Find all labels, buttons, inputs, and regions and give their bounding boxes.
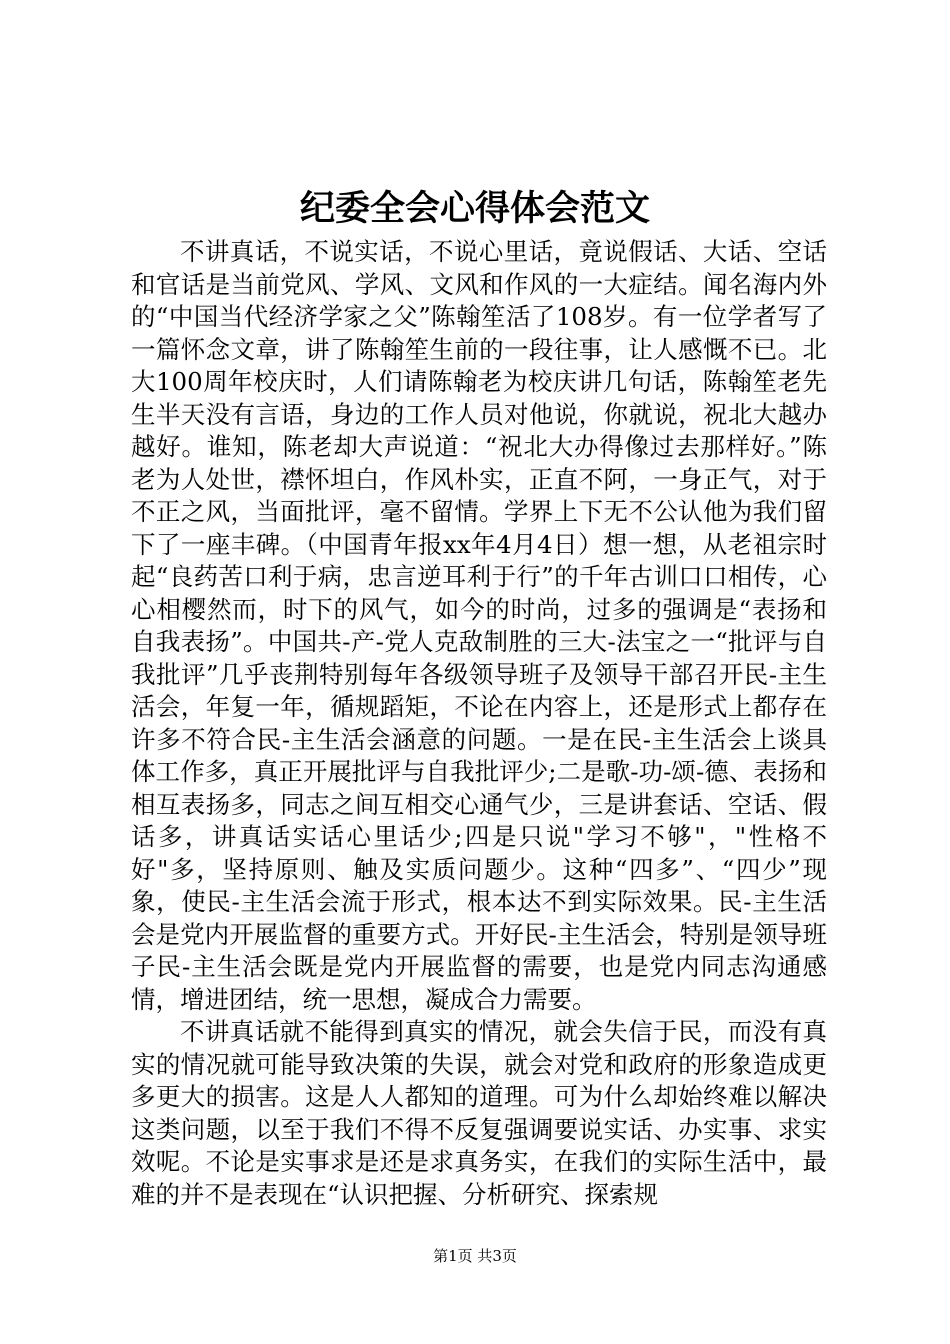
body-paragraph-2: 不讲真话就不能得到真实的情况，就会失信于民，而没有真实的情况就可能导致决策的失误，就会对党和政府的形象造成更多更大的损害。这是人人都知的道理。可为什么却始终难以解决这类问题，以至于我们不得不反复强调要说实话、办实事、求实效呢。不论是实事求是还是求真务实，在我们的实际生活中，最难的并不是表现在“认识把握、分析研究、探索规 [131,1017,827,1209]
document-body [131,236,827,1211]
page-title: 纪委全会心得体会范文 [299,188,650,229]
page-number-footer: 第1页 共3页 [433,1247,517,1265]
body-paragraph-1: 不讲真话，不说实话，不说心里话，竟说假话、大话、空话和官话是当前党风、学风、文风和作风的一大症结。闻名海内外的“中国当代经济学家之父”陈翰笙活了108岁。有一位学者写了一篇怀念文章，讲了陈翰笙生前的一段往事，让人感慨不已。北大100周年校庆时，人们请陈翰老为校庆讲几句话，陈翰笙老先生半天没有言语，身边的工作人员对他说，你就说，祝北大越办越好。谁知，陈老却大声说道：“祝北大办得像过去那样好。”陈老为人处世，襟怀坦白，作风朴实，正直不阿，一身正气，对于不正之风，当面批评，毫不留情。学界上下无不公认他为我们留下了一座丰碑。（中国青年报xx年4月4日）想一想，从老祖宗时起“良药苦口利于病，忠言逆耳利于行”的千年古训口口相传，心心相樱然而，时下的风气，如今的时尚，过多的强调是“表扬和自我表扬”。中国共-产-党人克敌制胜的三大-法宝之一“批评与自我批评”几乎丧荆特别每年各级领导班子及领导干部召开民-主生活会，年复一年，循规蹈矩，不论在内容上，还是形式上都存在许多不符合民-主生活会涵意的问题。一是在民-主生活会上谈具体工作多，真正开展批评与自我批评少;二是歌-功-颂-德、表扬和相互表扬多，同志之间互相交心通气少，三是讲套话、空话、假话多，讲真话实话心里话少;四是只说"学习不够"，"性格不好"多，坚持原则、触及实质问题少。这种“四多”、“四少”现象，使民-主生活会流于形式，根本达不到实际效果。民-主生活会是党内开展监督的重要方式。开好民-主生活会，特别是领导班子民-主生活会既是党内开展监督的需要，也是党内同志沟通感情，增进团结，统一思想，凝成合力需要。 [131,237,827,1014]
